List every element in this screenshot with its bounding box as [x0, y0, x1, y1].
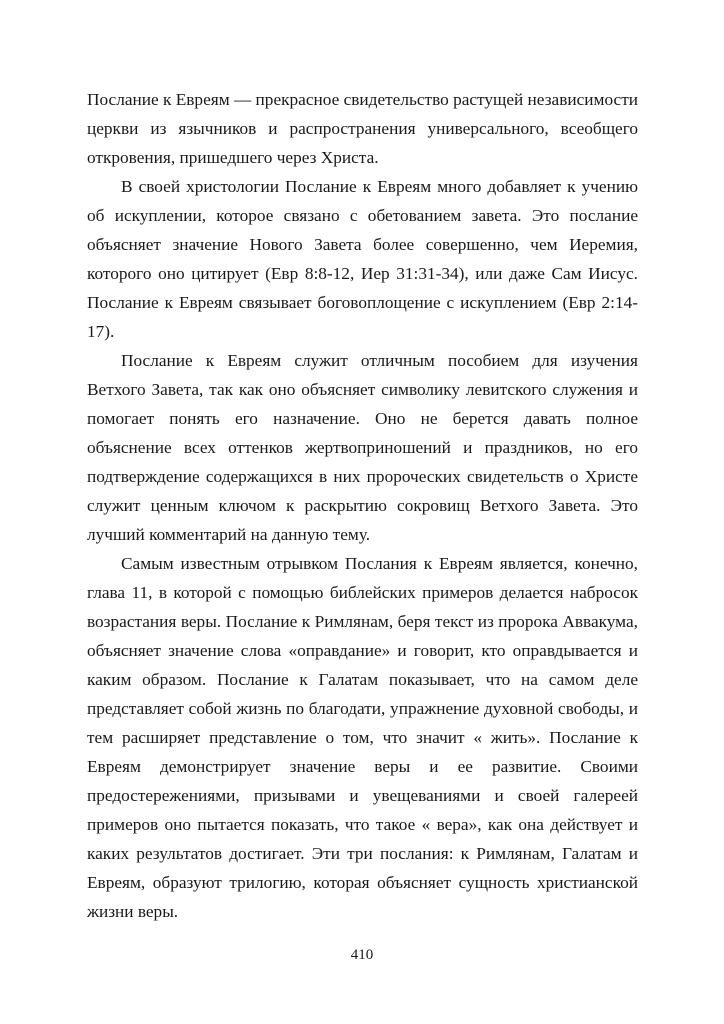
- paragraph-3: Послание к Евреям служит отличным пособием для изучения Ветхого Завета, так как оно объясняет символику левитского служения и помогает понять его назначение. Оно не берется давать полное объяснение всех оттенков жертвоприношений и праздников, но его подтверждение содержащихся в них пророческих свидетельств о Христе служит ценным ключом к раскрытию сокровищ Ветхого Завета. Это лучший комментарий на данную тему.: [87, 351, 638, 544]
- page-number: 410: [350, 947, 374, 963]
- body-text: [87, 85, 638, 926]
- paragraph-2: В своей христологии Послание к Евреям много добавляет к учению об искуплении, которое связано с обетованием завета. Это послание объясняет значение Нового Завета более совершенно, чем Иеремия, которого оно цитирует (Евр 8:8-12, Иер 31:31-34), или даже Сам Иисус. Послание к Евреям связывает боговоплощение с искуплением (Евр 2:14-17).: [87, 177, 638, 341]
- paragraph-1: Послание к Евреям — прекрасное свидетельство растущей независимости церкви из язычников и распространения универсального, всеобщего откровения, пришедшего через Христа.: [87, 90, 638, 167]
- paragraph-4: Самым известным отрывком Послания к Евреям является, конечно, глава 11, в которой с помощью библейских примеров делается набросок возрастания веры. Послание к Римлянам, беря текст из пророка Аввакума, объясняет значение слова «оправдание» и говорит, кто оправдывается и каким образом. Послание к Галатам показывает, что на самом деле представляет собой жизнь по благодати, упражнение духовной свободы, и тем расширяет представление о том, что значит « жить». Послание к Евреям демонстрирует значение веры и ее развитие. Своими предостережениями, призывами и увещеваниями и своей галереей примеров оно пытается показать, что такое « вера», как она действует и каких результатов достигает. Эти три послания: к Римлянам, Галатам и Евреям, образуют трилогию, которая объясняет сущность христианской жизни веры.: [87, 554, 638, 921]
